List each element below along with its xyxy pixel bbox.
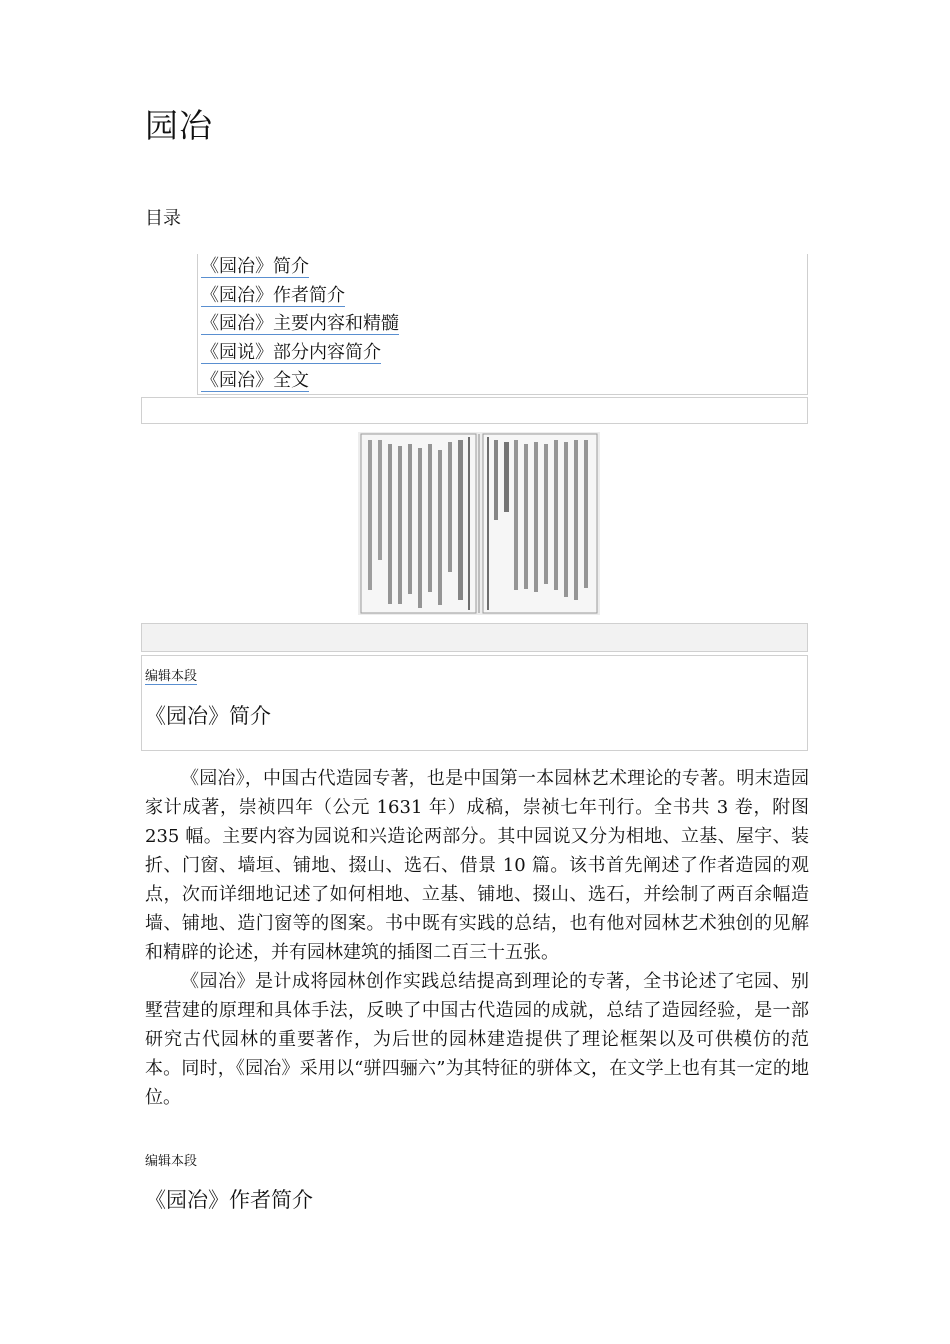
paragraph: 《园冶》，中国古代造园专著，也是中国第一本园林艺术理论的专著。明末造园家计成著，崇祯四年（公元 1631 年）成稿，崇祯七年刊行。全书共 3 卷，附图 235 幅。主要内容为园说和兴造论两部分。其中园说又分为相地、立基、屋宇、装折、门窗、墙垣、铺地、掇山、选石、借景 10 篇。该书首先阐述了作者造园的观点，次而详细地记述了如何相地、立基、铺地、掇山、选石，并绘制了两百余幅造墙、铺地、造门窗等的图案。书中既有实践的总结，也有他对园林艺术独创的见解和精辟的论述，并有园林建筑的插图二百三十五张。	[145, 768, 809, 963]
toc-item	[201, 368, 807, 397]
paragraph: 《园冶》是计成将园林创作实践总结提高到理论的专著，全书论述了宅园、别墅营建的原理和具体手法，反映了中国古代造园的成就，总结了造园经验，是一部研究古代园林的重要著作，为后世的园林建造提供了理论框架以及可供模仿的范本。同时，《园冶》采用以“骈四骊六”为其特征的骈体文，在文学上也有其一定的地位。	[145, 971, 809, 1108]
toc-item	[201, 340, 807, 369]
toc-link-author[interactable]: 《园冶》作者简介	[201, 284, 345, 306]
table-of-contents	[197, 254, 808, 395]
book-pages-image	[358, 432, 600, 615]
toc-link-full-text[interactable]: 《园冶》全文	[201, 370, 309, 392]
toc-item	[201, 283, 807, 312]
section-body	[145, 764, 809, 1112]
page-title: 园冶	[145, 106, 213, 145]
toc-link-yuanshuo[interactable]: 《园说》部分内容简介	[201, 341, 381, 363]
section-heading: 《园冶》简介	[145, 704, 271, 728]
toc-link-main-content[interactable]: 《园冶》主要内容和精髓	[201, 313, 399, 335]
toc-link-intro[interactable]: 《园冶》简介	[201, 256, 309, 277]
toc-item	[201, 311, 807, 340]
toc-item	[201, 254, 807, 283]
divider-strip	[141, 623, 808, 652]
section-heading: 《园冶》作者简介	[145, 1188, 313, 1212]
divider-strip	[141, 397, 808, 424]
toc-label: 目录	[145, 208, 181, 229]
edit-section-link[interactable]: 编辑本段	[145, 665, 197, 685]
section-header-intro	[141, 655, 808, 751]
edit-section-link[interactable]: 编辑本段	[145, 1154, 198, 1169]
